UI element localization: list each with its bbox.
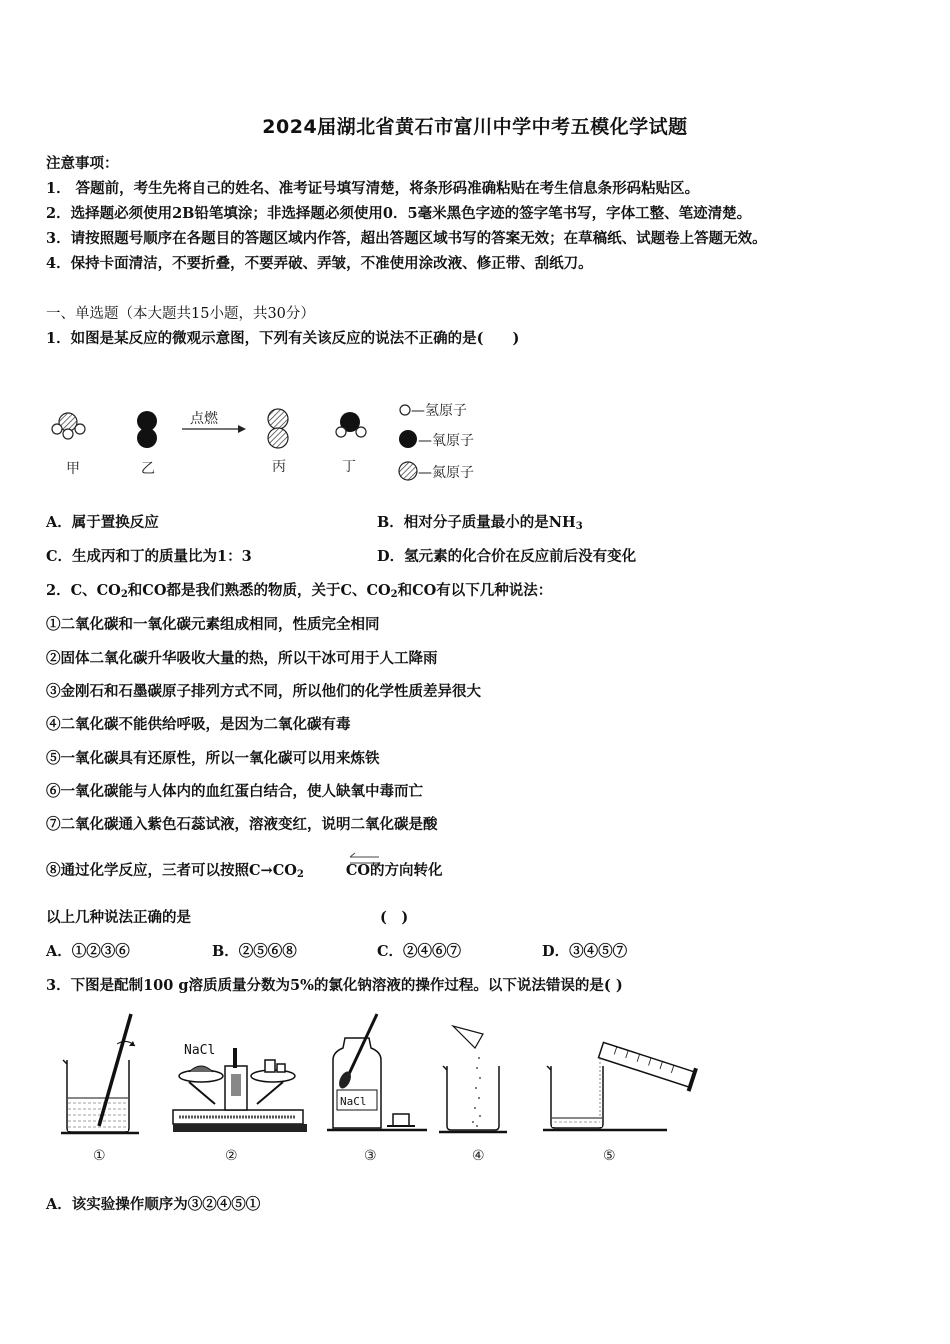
legend-nitrogen: —氮原子	[418, 465, 474, 481]
page-title: 2024届湖北省黄石市富川中学中考五模化学试题	[262, 116, 688, 138]
q2-statement-7: ⑦二氧化碳通入紫色石蕊试液，溶液变红，说明二氧化碳是酸	[46, 816, 438, 833]
q2-option-b: B．②⑤⑥⑧	[212, 943, 297, 960]
label-yi: 乙	[141, 461, 155, 477]
molecule-bing-icon	[268, 409, 288, 448]
q2-statement-5: ⑤一氧化碳具有还原性，所以一氧化碳可以用来炼铁	[46, 750, 380, 767]
legend-oxygen: —氧原子	[418, 433, 474, 449]
label-bing: 丙	[272, 459, 286, 475]
q2-statement-4: ④二氧化碳不能供给呼吸，是因为二氧化碳有毒	[46, 716, 351, 733]
q1-option-d: D．氢元素的化合价在反应前后没有变化	[377, 548, 637, 565]
molecule-jia-icon	[52, 413, 85, 439]
q3-option-a: A．该实验操作顺序为③②④⑤①	[46, 1196, 261, 1213]
q2-option-c: C．②④⑥⑦	[377, 943, 462, 960]
step-label-5: ⑤	[603, 1148, 616, 1164]
notice-item-3: 3．请按照题号顺序在各题目的答题区域内作答，超出答题区域书写的答案无效；在草稿纸、试题卷上答题无效。	[46, 230, 767, 247]
q2-option-d: D．③④⑤⑦	[542, 943, 628, 960]
q1-option-a: A．属于置换反应	[46, 514, 159, 531]
reaction-diagram	[40, 395, 500, 485]
q2-ask: 以上几种说法正确的是	[46, 909, 191, 926]
legend-hydrogen-icon	[400, 405, 410, 415]
notice-item-4: 4．保持卡面清洁，不要折叠，不要弄破、弄皱，不准使用涂改液、修正带、刮纸刀。	[46, 255, 593, 272]
lab-procedure-figure	[55, 1008, 715, 1168]
molecule-yi-icon	[137, 411, 157, 448]
nacl-label-bottle: NaCl	[340, 1095, 367, 1108]
notice-item-1: 1． 答题前，考生先将自己的姓名、准考证号填写清楚，将条形码准确粘贴在考生信息条形码粘贴区。	[46, 180, 700, 197]
step-label-1: ①	[93, 1148, 106, 1164]
notice-item-2: 2．选择题必须使用2B铅笔填涂；非选择题必须使用0．5毫米黑色字迹的签字笔书写，字体工整、笔迹清楚。	[46, 205, 752, 222]
q2-statement-8: ⑧通过化学反应，三者可以按照$C\to CO_2$ CO的方向转化	[46, 862, 443, 880]
arrow-text: 点燃	[190, 411, 218, 427]
q1-stem: 1．如图是某反应的微观示意图，下列有关该反应的说法不正确的是( )	[46, 330, 520, 347]
q2-statement-3: ③金刚石和石墨碳原子排列方式不同，所以他们的化学性质差异很大	[46, 683, 481, 700]
legend-hydrogen: —氢原子	[411, 403, 467, 419]
molecule-ding-icon	[336, 412, 366, 437]
reagent-bottle-icon	[327, 1014, 427, 1130]
pouring-paper-icon	[439, 1026, 507, 1132]
step-label-2: ②	[225, 1148, 238, 1164]
beaker-stirring-icon	[61, 1014, 139, 1133]
reversible-arrow-icon	[347, 851, 383, 869]
step-label-3: ③	[364, 1148, 377, 1164]
label-ding: 丁	[342, 459, 356, 475]
q2-answer-paren: ( )	[380, 909, 409, 926]
balance-scale-icon	[173, 1043, 307, 1132]
q2-statement-1: ①二氧化碳和一氧化碳元素组成相同，性质完全相同	[46, 616, 380, 633]
q2-stem: 2．C、$CO_2$和CO都是我们熟悉的物质，关于C、$CO_2$和CO有以下几种说法：	[46, 582, 553, 600]
arrow-head-icon	[238, 425, 246, 433]
section-heading: 一、单选题（本大题共15小题，共30分）	[46, 306, 315, 322]
label-jia: 甲	[66, 461, 80, 477]
q3-stem: 3．下图是配制100 g溶质质量分数为5%的氯化钠溶液的操作过程。以下说法错误的是( )	[46, 977, 623, 994]
q2-option-a: A．①②③⑥	[46, 943, 130, 960]
q1-option-b: B．相对分子质量最小的是$NH_3$	[377, 514, 583, 532]
nacl-label-balance: NaCl	[184, 1043, 216, 1058]
q2-statement-6: ⑥一氧化碳能与人体内的血红蛋白结合，使人缺氧中毒而亡	[46, 783, 423, 800]
step-label-4: ④	[472, 1148, 485, 1164]
measuring-cylinder-icon	[543, 1039, 698, 1130]
notice-heading: 注意事项：	[46, 155, 119, 172]
q2-statement-2: ②固体二氧化碳升华吸收大量的热，所以干冰可用于人工降雨	[46, 650, 438, 667]
q1-option-c: C．生成丙和丁的质量比为1：3	[46, 548, 252, 565]
legend-oxygen-icon	[399, 430, 417, 448]
legend-nitrogen-icon	[399, 462, 417, 480]
